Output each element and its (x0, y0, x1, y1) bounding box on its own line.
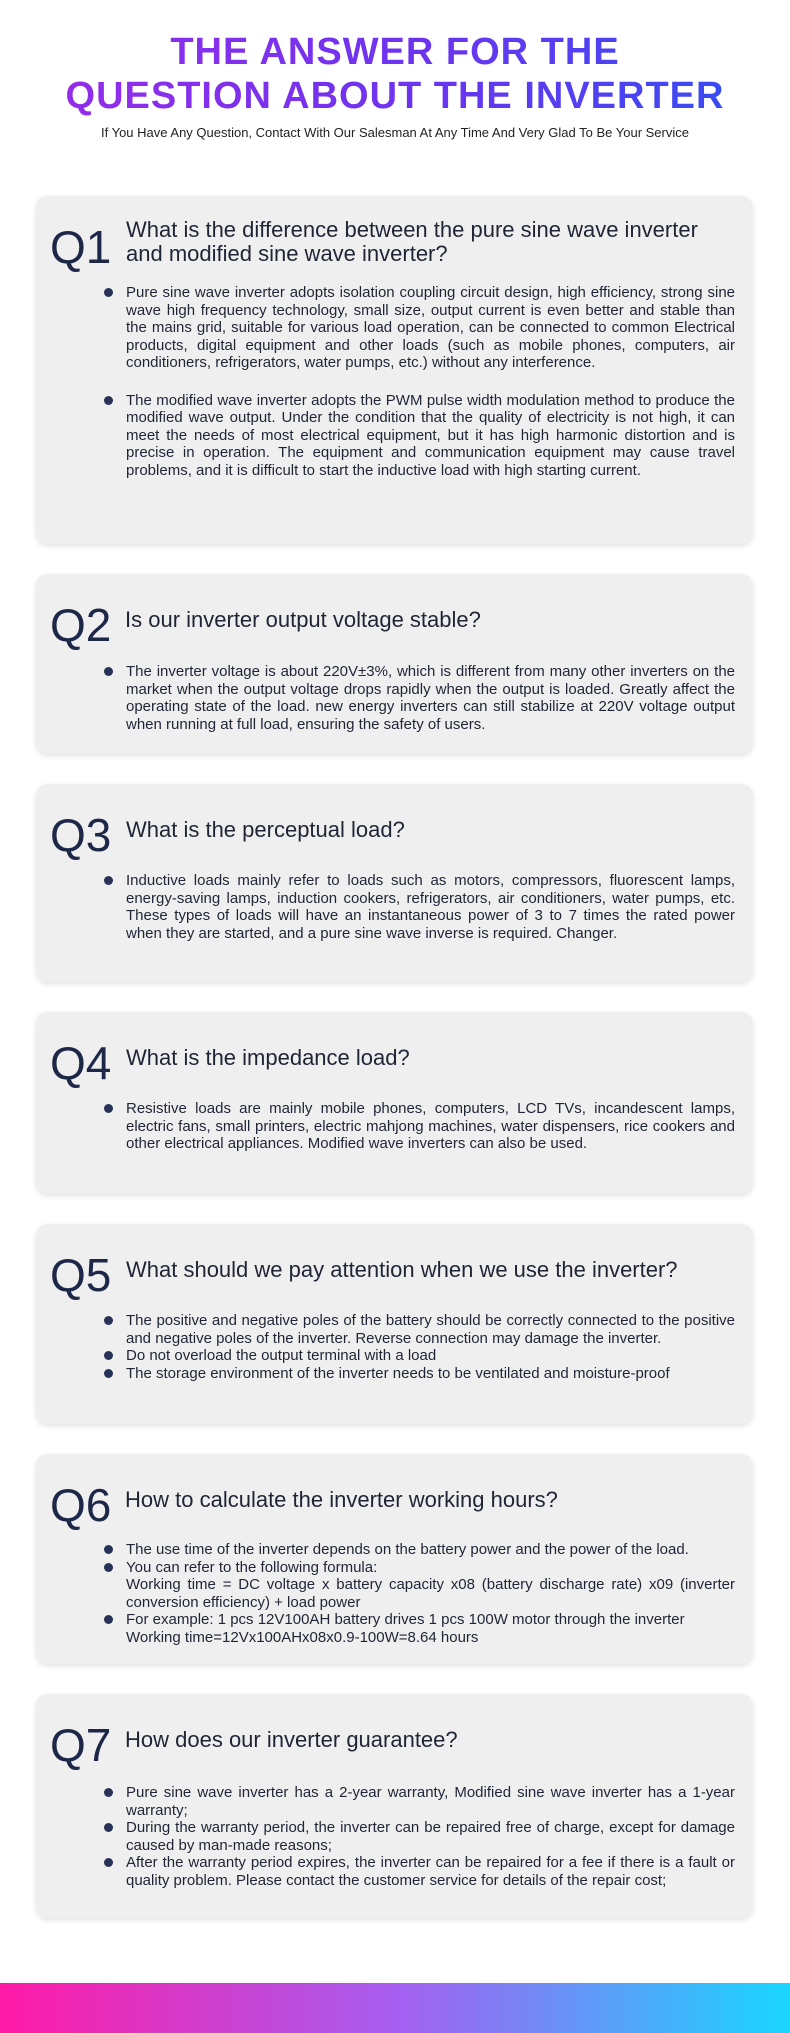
title-line-1: THE ANSWER FOR THE (170, 31, 620, 73)
answer-item: For example: 1 pcs 12V100AH battery drives 1 pcs 100W motor through the inverter (126, 1611, 735, 1629)
bullet-icon (104, 667, 113, 676)
bullet-icon (104, 1858, 113, 1867)
faq-card-q6 (36, 1454, 753, 1664)
answer-item: The modified wave inverter adopts the PWM pulse width modulation method to produce the modified wave output. Under the condition that the quality of electricity is not high, it can meet the needs of most electrical equipment, but it has high harmonic distortion and is precise in operation. The equipment and communication equipment may cause travel problems, and it is difficult to start the inductive load with high starting current. (126, 392, 735, 480)
answer-list (126, 1100, 735, 1153)
faq-card-q7 (36, 1694, 753, 1918)
faq-card-q1 (36, 196, 753, 544)
question-number: Q3 (50, 809, 112, 861)
answer-item: The use time of the inverter depends on the battery power and the power of the load. (126, 1541, 735, 1559)
bullet-icon (104, 1104, 113, 1113)
page-subtitle: If You Have Any Question, Contact With Our Salesman At Any Time And Very Glad To Be Your Service (101, 125, 689, 140)
question-number: Q4 (50, 1037, 112, 1089)
question-text: How to calculate the inverter working hours? (125, 1487, 558, 1512)
answer-item: Working time = DC voltage x battery capacity x08 (battery discharge rate) x09 (inverter conversion efficiency) + load power (126, 1576, 735, 1611)
answer-list (126, 663, 735, 733)
faq-card-q3 (36, 784, 753, 982)
bullet-icon (104, 396, 113, 405)
bullet-icon (104, 1788, 113, 1797)
answer-item: Resistive loads are mainly mobile phones, computers, LCD TVs, incandescent lamps, electric fans, small printers, electric mahjong machines, water dispensers, rice cookers and other electrical appliances. Modified wave inverters can also be used. (126, 1100, 735, 1153)
question-text: What is the impedance load? (126, 1045, 410, 1070)
answer-item: Pure sine wave inverter has a 2-year warranty, Modified sine wave inverter has a 1-year warranty; (126, 1784, 735, 1819)
question-number: Q7 (50, 1719, 112, 1771)
question-number: Q5 (50, 1249, 112, 1301)
bullet-icon (104, 1563, 113, 1572)
faq-card-q2 (36, 574, 753, 754)
footer-gradient-bar (0, 1983, 790, 2033)
answer-list (126, 872, 735, 942)
question-line-2: and modified sine wave inverter? (126, 241, 448, 266)
question-line-1: What is the difference between the pure sine wave inverter (126, 217, 698, 242)
answer-list (126, 1541, 735, 1646)
question-text: How does our inverter guarantee? (125, 1727, 458, 1752)
bullet-icon (104, 288, 113, 297)
question-text: Is our inverter output voltage stable? (125, 607, 481, 632)
bullet-icon (104, 1351, 113, 1360)
question-text: What is the perceptual load? (126, 817, 405, 842)
page-header (0, 30, 790, 140)
answer-list (126, 284, 735, 479)
question-number: Q6 (50, 1479, 112, 1531)
title-line-2: QUESTION ABOUT THE INVERTER (65, 75, 725, 117)
bullet-icon (104, 1369, 113, 1378)
answer-item: Do not overload the output terminal with a load (126, 1347, 735, 1365)
bullet-icon (104, 1316, 113, 1325)
answer-item: You can refer to the following formula: (126, 1559, 735, 1577)
answer-item: After the warranty period expires, the inverter can be repaired for a fee if there is a fault or quality problem. Please contact the customer service for details of the repair cost; (126, 1854, 735, 1889)
bullet-icon (104, 1545, 113, 1554)
answer-item: Inductive loads mainly refer to loads such as motors, compressors, fluorescent lamps, energy-saving lamps, induction cookers, refrigerators, air conditioners, water pumps, etc. These types of loads will have an instantaneous power of 3 to 7 times the rated power when they are started, and a pure sine wave inverse is required. Changer. (126, 872, 735, 942)
faq-card-q5 (36, 1224, 753, 1424)
bullet-icon (104, 876, 113, 885)
answer-item: During the warranty period, the inverter can be repaired free of charge, except for damage caused by man-made reasons; (126, 1819, 735, 1854)
bullet-icon (104, 1615, 113, 1624)
question-text (126, 218, 739, 266)
question-number: Q2 (50, 599, 112, 651)
question-number: Q1 (50, 221, 112, 273)
answer-item: Working time=12Vx100AHx08x0.9-100W=8.64 hours (126, 1628, 479, 1646)
faq-card-q4 (36, 1012, 753, 1194)
answer-item: Pure sine wave inverter adopts isolation coupling circuit design, high efficiency, strong sine wave high frequency technology, small size, output current is even better and stable than the mains grid, suitable for various load operation, can be connected to common Electrical products, digital equipment and other loads (such as mobile phones, computers, air conditioners, refrigerators, water pumps, etc.) without any interference. (126, 284, 735, 372)
answer-list (126, 1312, 735, 1382)
answer-list (126, 1784, 735, 1889)
answer-item: The inverter voltage is about 220V±3%, which is different from many other inverters on the market when the output voltage drops rapidly when the output is loaded. Greatly affect the operating state of the load. new energy inverters can still stabilize at 220V voltage output when running at full load, ensuring the safety of users. (126, 663, 735, 733)
bullet-icon (104, 1823, 113, 1832)
answer-item: The storage environment of the inverter needs to be ventilated and moisture-proof (126, 1365, 735, 1383)
page-title (0, 30, 790, 118)
answer-item: The positive and negative poles of the battery should be correctly connected to the positive and negative poles of the inverter. Reverse connection may damage the inverter. (126, 1312, 735, 1347)
question-text: What should we pay attention when we use the inverter? (126, 1257, 678, 1282)
